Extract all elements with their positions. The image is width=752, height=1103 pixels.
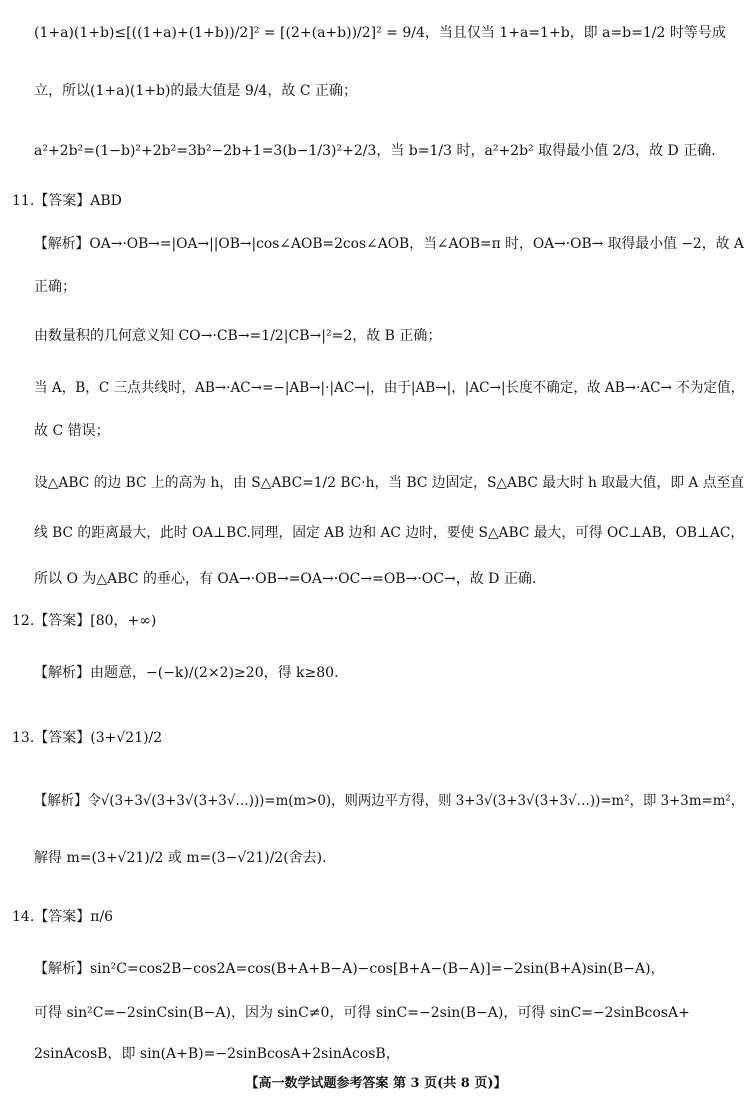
text-line: 立，所以(1+a)(1+b)的最大值是 9/4，故 C 正确；	[34, 83, 358, 99]
text-line: 2sinAcosB，即 sin(A+B)=−2sinBcosA+2sinAcosB，	[34, 1046, 400, 1062]
text-line: a²+2b²=(1−b)²+2b²=3b²−2b+1=3(b−1/3)²+2/3，当 b=1/3 时，a²+2b² 取得最小值 2/3，故 D 正确.	[34, 143, 716, 159]
page-footer: 【高一数学试题参考答案 第 3 页(共 8 页)】	[245, 1076, 507, 1091]
text-line: 【解析】OA→·OB→=|OA→||OB→|cos∠AOB=2cos∠AOB，当∠AOB=π 时，OA→·OB→ 取得最小值 −2，故 A	[34, 236, 744, 252]
text-line: 所以 O 为△ABC 的垂心，有 OA→·OB→=OA→·OC→=OB→·OC→，故 D 正确.	[34, 571, 537, 587]
text-line: 正确；	[34, 279, 76, 295]
text-line: 故 C 错误；	[34, 423, 110, 439]
text-line: 【解析】令√(3+3√(3+3√(3+3√…)))=m(m>0)，则两边平方得，则 3+3√(3+3√(3+3√…))=m²，即 3+3m=m²，	[34, 793, 745, 809]
text-line: 线 BC 的距离最大，此时 OA⊥BC.同理，固定 AB 边和 AC 边时，要使 S△ABC 最大，可得 OC⊥AB，OB⊥AC，	[34, 525, 745, 541]
text-line: 【解析】sin²C=cos2B−cos2A=cos(B+A+B−A)−cos[B+A−(B−A)]=−2sin(B+A)sin(B−A)，	[34, 961, 665, 977]
answer-heading-14: 14.【答案】π/6	[12, 909, 114, 925]
answer-heading-12: 12.【答案】[80，+∞)	[12, 613, 157, 629]
answer-heading-13: 13.【答案】(3+√21)/2	[12, 730, 163, 746]
text-line: (1+a)(1+b)≤[((1+a)+(1+b))/2]² = [(2+(a+b))/2]² = 9/4，当且仅当 1+a=1+b，即 a=b=1/2 时等号成	[34, 25, 726, 41]
text-line: 可得 sin²C=−2sinCsin(B−A)，因为 sinC≠0，可得 sinC=−2sin(B−A)，可得 sinC=−2sinBcosA+	[34, 1005, 690, 1021]
text-line: 解得 m=(3+√21)/2 或 m=(3−√21)/2(舍去).	[34, 850, 327, 866]
text-line: 【解析】由题意，−(−k)/(2×2)≥20，得 k≥80.	[34, 665, 339, 681]
text-line: 设△ABC 的边 BC 上的高为 h，由 S△ABC=1/2 BC·h，当 BC 边固定，S△ABC 最大时 h 取最大值，即 A 点至直	[34, 475, 745, 491]
text-line: 由数量积的几何意义知 CO→·CB→=1/2|CB→|²=2，故 B 正确；	[34, 328, 442, 344]
answer-heading-11: 11.【答案】ABD	[12, 193, 122, 209]
text-line: 当 A，B，C 三点共线时，AB→·AC→=−|AB→|·|AC→|，由于|AB→|，|AC→|长度不确定，故 AB→·AC→ 不为定值，	[34, 380, 745, 396]
